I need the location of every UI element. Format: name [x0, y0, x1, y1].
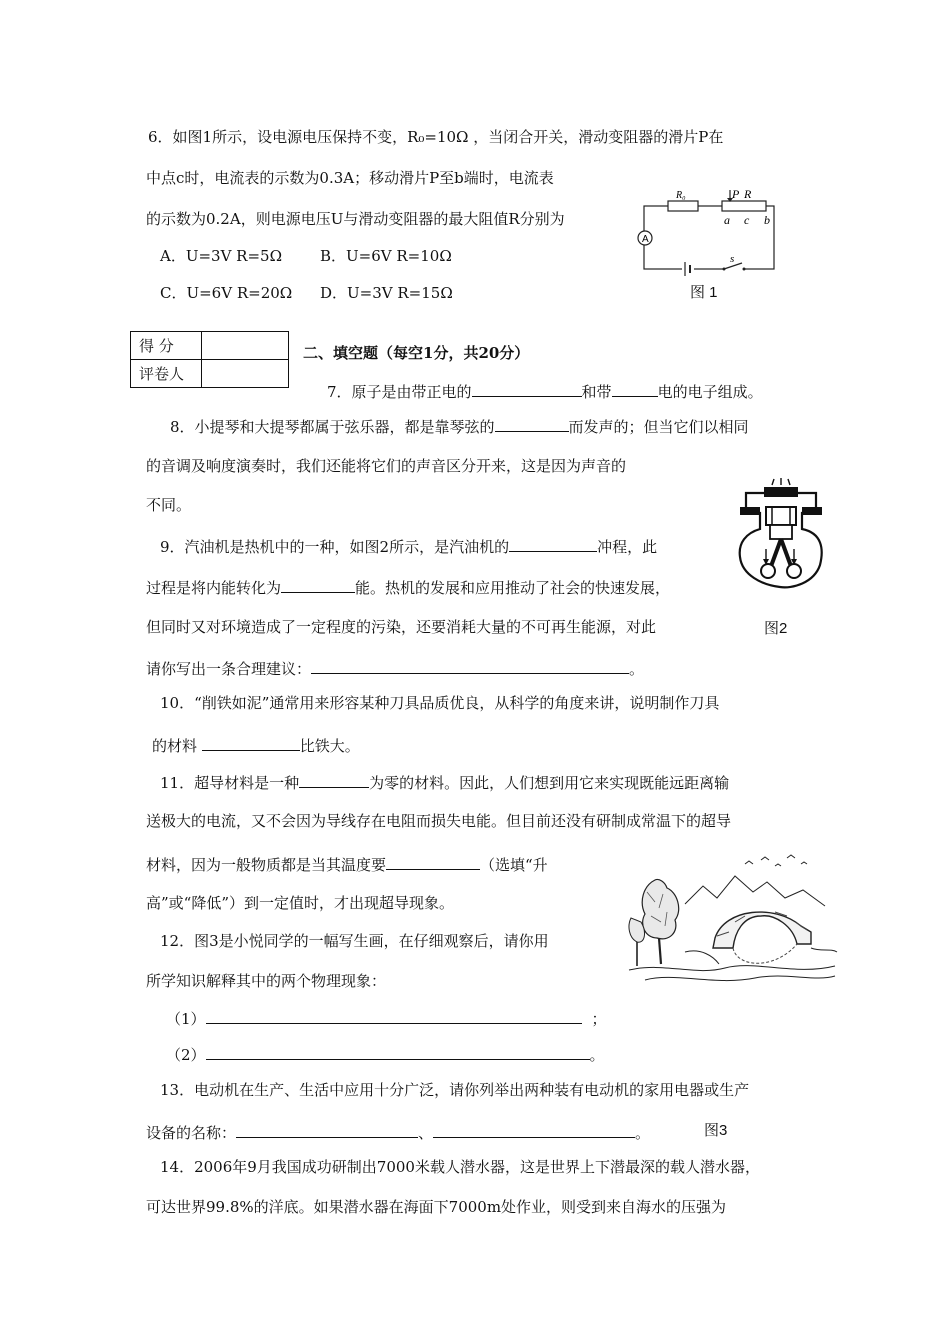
- q7-blank-1: [472, 380, 582, 397]
- label-p: P: [732, 187, 740, 201]
- q9-text-2: 冲程，此: [597, 538, 658, 556]
- q9-blank-3: [311, 657, 629, 674]
- q12-item1-end: ；: [591, 1010, 607, 1028]
- q8-line3: 不同。: [146, 496, 192, 514]
- q7-text-3: 电的电子组成。: [657, 383, 763, 401]
- q11-blank-2: [386, 853, 480, 870]
- q12-blank-1: [206, 1007, 582, 1024]
- q11-line3: [146, 853, 548, 875]
- q9-blank-2: [281, 576, 355, 593]
- q9-text-4: 能。热机的发展和应用推动了社会的快速发展，: [355, 579, 671, 597]
- q12-line2: 所学知识解释其中的两个物理现象：: [146, 972, 387, 990]
- q12-line1: 12．图3是小悦同学的一幅写生画，在仔细观察后，请你用: [160, 932, 549, 950]
- q10-line1: 10．“削铁如泥”通常用来形容某种刀具品质优良，从科学的角度来讲，说明制作刀具: [160, 694, 720, 712]
- q9-text-6: 。: [629, 660, 645, 678]
- q8-line1: [170, 415, 749, 437]
- q9-line4: [146, 657, 644, 679]
- label-c: c: [744, 213, 750, 227]
- score-table: [130, 331, 289, 388]
- q9-line1: [160, 535, 657, 557]
- q9-text-5: 请你写出一条合理建议：: [146, 660, 312, 678]
- label-a: a: [724, 213, 730, 227]
- q13-text-1: 设备的名称：: [146, 1124, 237, 1142]
- q8-text-2: 而发声的；但当它们以相同: [568, 418, 749, 436]
- q9-text-3: 过程是将内能转化为: [146, 579, 282, 597]
- q7-text-1: 7．原子是由带正电的: [327, 383, 472, 401]
- q13-line1: 13．电动机在生产、生活中应用十分广泛，请你列举出两种装有电动机的家用电器或生产: [160, 1081, 750, 1099]
- score-cell: [202, 332, 289, 360]
- q6-option-b: B．U=6V R=10Ω: [320, 247, 452, 265]
- label-b: b: [764, 213, 770, 227]
- q10-text-2: 比铁大。: [299, 737, 360, 755]
- q6-option-d: D．U=3V R=15Ω: [320, 284, 453, 302]
- q9-line2: [146, 576, 670, 598]
- q12-item2-label: （2）: [166, 1046, 206, 1064]
- q8-text-1: 8．小提琴和大提琴都属于弦乐器，都是靠琴弦的: [170, 418, 495, 436]
- q7-blank-2: [612, 380, 658, 397]
- q11-line2: 送极大的电流，又不会因为导线存在电阻而损失电能。但目前还没有研制成常温下的超导: [146, 812, 732, 830]
- q12-blank-2: [206, 1043, 590, 1060]
- score-label: 得 分: [131, 332, 202, 360]
- q12-item2-end: 。: [589, 1046, 605, 1064]
- figure-2-engine-diagram: [736, 477, 826, 589]
- q12-item2: [166, 1043, 605, 1065]
- section-2-title: 二、填空题（每空1分，共20分）: [303, 344, 530, 362]
- q13-blank-1: [236, 1121, 418, 1138]
- q6-option-c: C．U=6V R=20Ω: [160, 284, 293, 302]
- q9-line3: 但同时又对环境造成了一定程度的污染，还要消耗大量的不可再生能源，对此: [146, 618, 657, 636]
- rheostat-r: [722, 201, 766, 211]
- q6-line1: 6．如图1所示，设电源电压保持不变，R₀=10Ω ，当闭合开关，滑动变阻器的滑片P在: [148, 128, 724, 146]
- q11-line4: 高”或“降低”）到一定值时，才出现超导现象。: [146, 894, 455, 912]
- q8-line2: 的音调及响度演奏时，我们还能将它们的声音区分开来，这是因为声音的: [146, 457, 627, 475]
- bridge-icon: [713, 912, 811, 948]
- label-r: R: [744, 187, 752, 201]
- q13-blank-2: [433, 1121, 635, 1138]
- q6-line2: 中点c时，电流表的示数为0.3A；移动滑片P至b端时，电流表: [146, 169, 554, 187]
- q12-item1-label: （1）: [166, 1010, 206, 1028]
- q11-blank-1: [299, 771, 369, 788]
- piston-icon: [770, 525, 792, 539]
- q9-blank-1: [509, 535, 597, 552]
- q10-line2: [152, 734, 360, 756]
- q11-text-3: 材料，因为一般物质都是当其温度要: [146, 856, 387, 874]
- q7-text-2: 和带: [581, 383, 612, 401]
- figure-1-circuit-diagram: [632, 186, 782, 276]
- grader-cell: [202, 360, 289, 388]
- q12-item1: [166, 1007, 607, 1029]
- q11-line1: [160, 771, 729, 793]
- ammeter-label: A: [642, 234, 649, 245]
- q8-blank-1: [495, 415, 569, 432]
- q10-text-1: 的材料: [152, 737, 202, 755]
- q11-text-2: 为零的材料。因此，人们想到用它来实现既能远距离输: [369, 774, 730, 792]
- q13-text-2: 、: [418, 1124, 434, 1142]
- q13-line2: [146, 1121, 650, 1143]
- q11-text-1: 11．超导材料是一种: [160, 774, 300, 792]
- grader-label: 评卷人: [131, 360, 202, 388]
- resistor-r0: [668, 201, 698, 211]
- figure-3-caption: 图3: [704, 1122, 728, 1139]
- label-s: s: [730, 253, 735, 265]
- figure-3-landscape-sketch: [625, 852, 839, 988]
- q13-text-3: 。: [635, 1124, 651, 1142]
- label-r0: R₀: [676, 190, 686, 201]
- q6-line3: 的示数为0.2A，则电源电压U与滑动变阻器的最大阻值R分别为: [146, 210, 565, 228]
- q6-option-a: A．U=3V R=5Ω: [160, 247, 283, 265]
- q14-line1: 14．2006年9月我国成功研制出7000米载人潜水器，这是世界上下潜最深的载人潜水器，: [160, 1158, 760, 1176]
- figure-2-caption: 图2: [764, 620, 788, 637]
- q14-line2: 可达世界99.8%的洋底。如果潜水器在海面下7000m处作业，则受到来自海水的压强为: [146, 1198, 727, 1216]
- q9-text-1: 9．汽油机是热机中的一种，如图2所示，是汽油机的: [160, 538, 510, 556]
- q11-text-4: （选填“升: [480, 856, 548, 874]
- q10-blank: [202, 734, 300, 751]
- figure-1-caption: 图 1: [690, 284, 718, 301]
- q7-line: [327, 380, 763, 402]
